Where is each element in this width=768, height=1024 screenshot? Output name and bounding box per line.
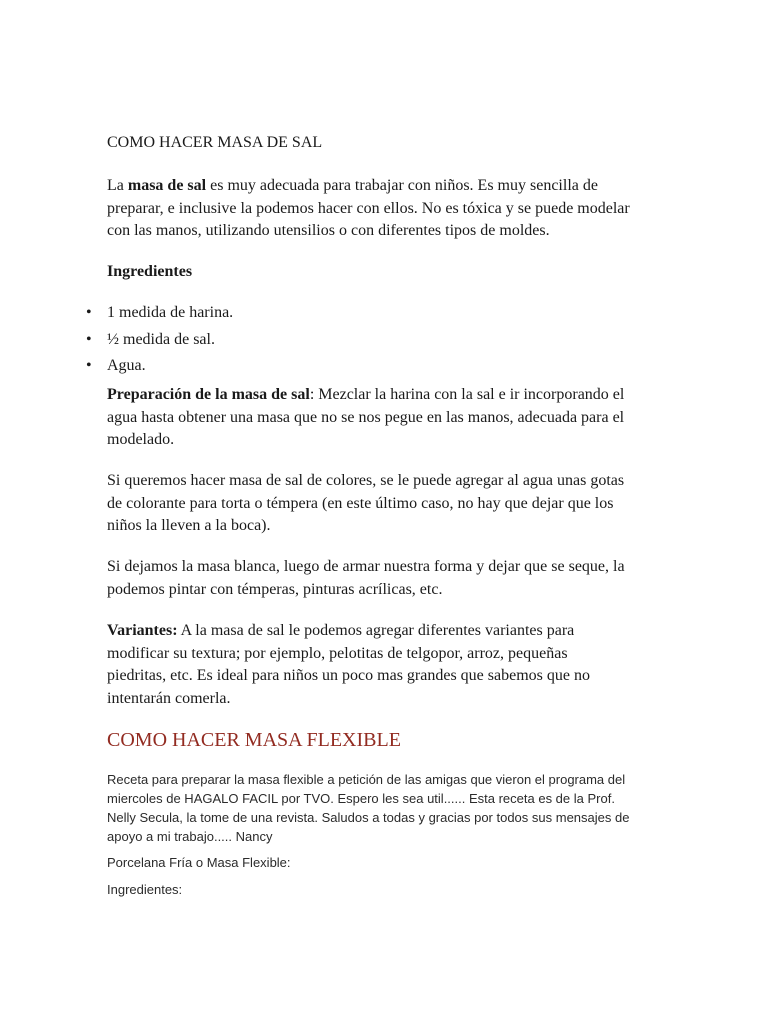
salt-dough-intro-paragraph (107, 175, 630, 243)
intro-line-text: es muy adecuada para trabajar con niños. Es muy sencilla de (206, 177, 598, 194)
paragraph-line (107, 384, 624, 407)
paragraph-line: miercoles de HAGALO FACIL por TVO. Espero les sea util...... Esta receta es de la Prof. (107, 791, 615, 806)
paragraph-line: piedritas, etc. Es ideal para niños un poco mas grandes que sabemos que no (107, 667, 590, 684)
list-item (86, 300, 234, 327)
intro-term: masa de sal (127, 177, 207, 194)
ingredients-heading (107, 261, 192, 284)
preparation-paragraph (107, 384, 624, 452)
bullet-icon: • (86, 330, 92, 348)
intro-lead: La (107, 177, 128, 194)
variants-label: Variantes: (107, 622, 178, 639)
paragraph-line (107, 175, 630, 198)
ingredient-text: ½ medida de sal. (107, 330, 215, 348)
ingredient-text: 1 medida de harina. (107, 304, 234, 321)
paragraph-line: agua hasta obtener una masa que no se nos pegue en las manos, adecuada para el (107, 408, 625, 426)
paragraph-line: Si queremos hacer masa de sal de colores, se le puede agregar al agua unas gotas (107, 472, 625, 489)
paragraph-line: preparar, e inclusive la podemos hacer con ellos. No es tóxica y se puede modelar (107, 199, 630, 217)
bullet-icon: • (86, 357, 92, 374)
bullet-icon: • (86, 304, 92, 321)
list-item (86, 327, 233, 354)
paragraph-line: modelado. (107, 431, 175, 448)
flexible-dough-intro-paragraph (107, 770, 629, 846)
paragraph-line: con las manos, utilizando utensilios o con diferentes tipos de moldes. (107, 222, 550, 239)
paragraph-line: apoyo a mi trabajo..... Nancy (107, 829, 273, 844)
variants-line-text: A la masa de sal le podemos agregar diferentes variantes para (177, 622, 575, 639)
list-item (86, 353, 233, 380)
paragraph-line: modificar su textura; por ejemplo, pelotitas de telgopor, arroz, pequeñas (107, 644, 568, 662)
variants-paragraph (107, 620, 590, 710)
flexible-dough-title: COMO HACER MASA FLEXIBLE (107, 729, 401, 751)
flexible-dough-subtitle: Porcelana Fría o Masa Flexible: (107, 855, 291, 870)
preparation-line-text: : Mezclar la harina con la sal e ir incorporando el (309, 386, 625, 403)
paragraph-line (107, 620, 590, 643)
paragraph-line: podemos pintar con témperas, pinturas acrílicas, etc. (107, 580, 443, 598)
paragraph-line: de colorante para torta o témpera (en este último caso, no hay que dejar que los (107, 494, 614, 512)
salt-dough-title: COMO HACER MASA DE SAL (107, 134, 323, 151)
ingredients-list (86, 300, 234, 380)
paragraph-line: intentarán comerla. (107, 689, 231, 707)
preparation-label: Preparación de la masa de sal (107, 386, 310, 403)
ingredients-heading-text: Ingredientes (107, 263, 193, 280)
ingredient-text: Agua. (107, 357, 146, 374)
paragraph-line: Si dejamos la masa blanca, luego de armar nuestra forma y dejar que se seque, la (107, 558, 625, 575)
colors-paragraph (107, 470, 624, 538)
paint-paragraph (107, 556, 625, 601)
flexible-dough-ingredients-heading: Ingredientes: (107, 882, 183, 897)
paragraph-line: Nelly Secula, la tome de una revista. Saludos a todas y gracias por todos sus mensajes de (107, 810, 630, 825)
paragraph-line: niños la lleven a la boca). (107, 517, 271, 534)
paragraph-line: Receta para preparar la masa flexible a petición de las amigas que vieron el programa del (107, 772, 626, 787)
